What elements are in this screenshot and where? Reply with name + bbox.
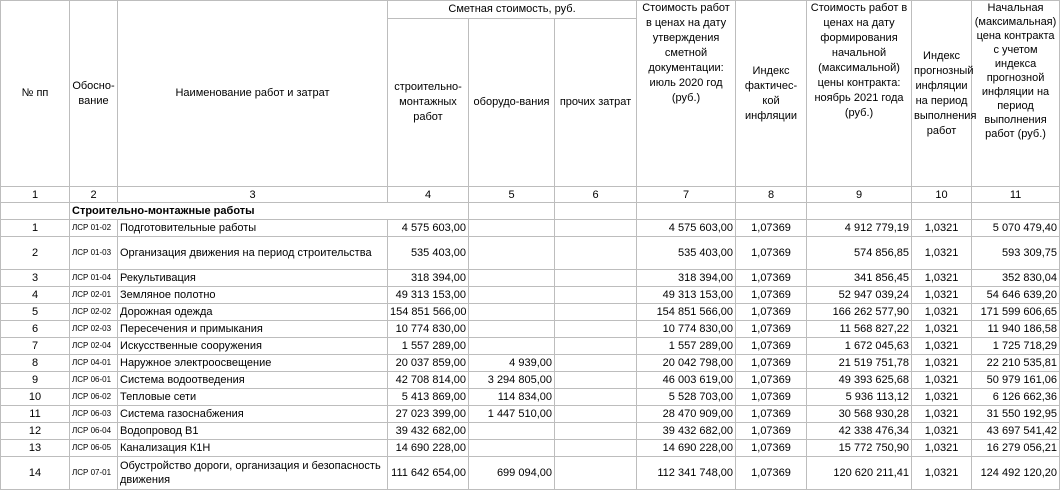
column-number[interactable]: 1 [1, 187, 70, 203]
work-name-cell[interactable]: Канализация К1Н [118, 440, 388, 457]
forecast-index-cell[interactable]: 1,0321 [912, 372, 972, 389]
other-cost-cell[interactable] [555, 304, 637, 321]
row-number-cell[interactable]: 12 [1, 423, 70, 440]
actual-index-cell[interactable]: 1,07369 [736, 321, 807, 338]
basis-code-cell[interactable]: ЛСР 07-01 [70, 457, 118, 490]
other-cost-cell[interactable] [555, 287, 637, 304]
table-row [1, 389, 1060, 406]
work-name-cell[interactable]: Организация движения на период строительства [118, 237, 388, 270]
cost-2020-cell[interactable]: 318 394,00 [637, 270, 736, 287]
table-row [1, 406, 1060, 423]
column-number[interactable]: 6 [555, 187, 637, 203]
work-name-cell[interactable]: Система газоснабжения [118, 406, 388, 423]
basis-code-cell[interactable]: ЛСР 02-02 [70, 304, 118, 321]
initial-price-cell[interactable]: 6 126 662,36 [972, 389, 1060, 406]
forecast-index-cell[interactable]: 1,0321 [912, 321, 972, 338]
cost-2021-cell[interactable]: 166 262 577,90 [807, 304, 912, 321]
other-cost-cell[interactable] [555, 338, 637, 355]
column-number[interactable]: 8 [736, 187, 807, 203]
construction-cost-cell[interactable]: 5 413 869,00 [388, 389, 469, 406]
table-row [1, 237, 1060, 270]
actual-index-cell[interactable]: 1,07369 [736, 440, 807, 457]
empty-cell[interactable] [637, 203, 736, 220]
cost-2021-cell[interactable]: 21 519 751,78 [807, 355, 912, 372]
construction-cost-cell[interactable]: 42 708 814,00 [388, 372, 469, 389]
row-number-cell[interactable]: 2 [1, 237, 70, 270]
header-cost-2020[interactable]: Стоимость работ в ценах на дату утверждения сметной документации: июль 2020 год (руб.) [637, 1, 736, 187]
header-work-name[interactable]: Наименование работ и затрат [118, 1, 388, 187]
other-cost-cell[interactable] [555, 237, 637, 270]
cost-2020-cell[interactable]: 46 003 619,00 [637, 372, 736, 389]
header-forecast-inflation-index[interactable]: Индекс прогнозный инфляции на период выполнения работ [912, 1, 972, 187]
cost-2020-cell[interactable]: 28 470 909,00 [637, 406, 736, 423]
forecast-index-cell[interactable]: 1,0321 [912, 406, 972, 423]
work-name-cell[interactable]: Система водоотведения [118, 372, 388, 389]
empty-cell[interactable] [972, 203, 1060, 220]
column-number[interactable]: 3 [118, 187, 388, 203]
empty-cell[interactable] [555, 203, 637, 220]
row-number-cell[interactable]: 3 [1, 270, 70, 287]
table-row [1, 457, 1060, 490]
actual-index-cell[interactable]: 1,07369 [736, 457, 807, 490]
forecast-index-cell[interactable]: 1,0321 [912, 270, 972, 287]
equipment-cost-cell[interactable] [469, 338, 555, 355]
initial-price-cell[interactable]: 5 070 479,40 [972, 220, 1060, 237]
column-number[interactable]: 9 [807, 187, 912, 203]
table-row [1, 321, 1060, 338]
cost-2021-cell[interactable]: 5 936 113,12 [807, 389, 912, 406]
equipment-cost-cell[interactable] [469, 287, 555, 304]
other-cost-cell[interactable] [555, 423, 637, 440]
equipment-cost-cell[interactable] [469, 304, 555, 321]
initial-price-cell[interactable]: 43 697 541,42 [972, 423, 1060, 440]
cost-2020-cell[interactable]: 112 341 748,00 [637, 457, 736, 490]
construction-cost-cell[interactable]: 318 394,00 [388, 270, 469, 287]
other-cost-cell[interactable] [555, 457, 637, 490]
table-row [1, 372, 1060, 389]
section-title[interactable]: Строительно-монтажные работы [70, 203, 469, 220]
basis-code-cell[interactable]: ЛСР 06-02 [70, 389, 118, 406]
column-number[interactable]: 7 [637, 187, 736, 203]
basis-code-cell[interactable]: ЛСР 01-03 [70, 237, 118, 270]
table-row [1, 355, 1060, 372]
row-number-cell[interactable]: 5 [1, 304, 70, 321]
header-equipment[interactable]: оборудо-вания [469, 19, 555, 187]
row-number-cell[interactable]: 6 [1, 321, 70, 338]
initial-price-cell[interactable]: 31 550 192,95 [972, 406, 1060, 423]
row-number-cell[interactable]: 10 [1, 389, 70, 406]
column-number[interactable]: 2 [70, 187, 118, 203]
other-cost-cell[interactable] [555, 440, 637, 457]
cost-2021-cell[interactable]: 120 620 211,41 [807, 457, 912, 490]
cost-2021-cell[interactable]: 42 338 476,34 [807, 423, 912, 440]
equipment-cost-cell[interactable]: 3 294 805,00 [469, 372, 555, 389]
basis-code-cell[interactable]: ЛСР 02-04 [70, 338, 118, 355]
basis-code-cell[interactable]: ЛСР 06-05 [70, 440, 118, 457]
header-cost-2021[interactable]: Стоимость работ в ценах на дату формирования начальной (максимальной) цены контракта: ноябрь 2021 года (руб.) [807, 1, 912, 187]
other-cost-cell[interactable] [555, 321, 637, 338]
table-row [1, 220, 1060, 237]
cost-2021-cell[interactable]: 4 912 779,19 [807, 220, 912, 237]
forecast-index-cell[interactable]: 1,0321 [912, 423, 972, 440]
basis-code-cell[interactable]: ЛСР 06-04 [70, 423, 118, 440]
cost-2020-cell[interactable]: 14 690 228,00 [637, 440, 736, 457]
construction-cost-cell[interactable]: 4 575 603,00 [388, 220, 469, 237]
initial-price-cell[interactable]: 11 940 186,58 [972, 321, 1060, 338]
cost-2020-cell[interactable]: 49 313 153,00 [637, 287, 736, 304]
forecast-index-cell[interactable]: 1,0321 [912, 220, 972, 237]
table-row [1, 423, 1060, 440]
empty-cell[interactable] [736, 203, 807, 220]
forecast-index-cell[interactable]: 1,0321 [912, 237, 972, 270]
empty-cell[interactable] [1, 203, 70, 220]
actual-index-cell[interactable]: 1,07369 [736, 389, 807, 406]
forecast-index-cell[interactable]: 1,0321 [912, 389, 972, 406]
equipment-cost-cell[interactable] [469, 220, 555, 237]
equipment-cost-cell[interactable]: 4 939,00 [469, 355, 555, 372]
initial-price-cell[interactable]: 1 725 718,29 [972, 338, 1060, 355]
row-number-cell[interactable]: 8 [1, 355, 70, 372]
equipment-cost-cell[interactable] [469, 440, 555, 457]
construction-cost-cell[interactable]: 49 313 153,00 [388, 287, 469, 304]
actual-index-cell[interactable]: 1,07369 [736, 237, 807, 270]
construction-cost-cell[interactable]: 111 642 654,00 [388, 457, 469, 490]
construction-cost-cell[interactable]: 39 432 682,00 [388, 423, 469, 440]
equipment-cost-cell[interactable] [469, 423, 555, 440]
row-number-cell[interactable]: 1 [1, 220, 70, 237]
actual-index-cell[interactable]: 1,07369 [736, 287, 807, 304]
work-name-cell[interactable]: Тепловые сети [118, 389, 388, 406]
header-construction-works[interactable]: строительно-монтажных работ [388, 19, 469, 187]
basis-code-cell[interactable]: ЛСР 04-01 [70, 355, 118, 372]
column-number[interactable]: 4 [388, 187, 469, 203]
cost-2020-cell[interactable]: 1 557 289,00 [637, 338, 736, 355]
column-number[interactable]: 11 [972, 187, 1060, 203]
row-number-cell[interactable]: 7 [1, 338, 70, 355]
cost-2020-cell[interactable]: 4 575 603,00 [637, 220, 736, 237]
basis-code-cell[interactable]: ЛСР 02-01 [70, 287, 118, 304]
cost-2020-cell[interactable]: 5 528 703,00 [637, 389, 736, 406]
header-initial-max-price[interactable]: Начальная (максимальная) цена контракта с учетом индекса прогнозной инфляции на период выполнения работ (руб.) [972, 1, 1060, 187]
row-number-cell[interactable]: 9 [1, 372, 70, 389]
initial-price-cell[interactable]: 171 599 606,65 [972, 304, 1060, 321]
construction-cost-cell[interactable]: 535 403,00 [388, 237, 469, 270]
cost-2021-cell[interactable]: 49 393 625,68 [807, 372, 912, 389]
basis-code-cell[interactable]: ЛСР 06-03 [70, 406, 118, 423]
column-number-row [1, 187, 1060, 203]
construction-cost-cell[interactable]: 27 023 399,00 [388, 406, 469, 423]
other-cost-cell[interactable] [555, 389, 637, 406]
initial-price-cell[interactable]: 16 279 056,21 [972, 440, 1060, 457]
other-cost-cell[interactable] [555, 355, 637, 372]
work-name-cell[interactable]: Земляное полотно [118, 287, 388, 304]
cost-2021-cell[interactable]: 1 672 045,63 [807, 338, 912, 355]
work-name-cell[interactable]: Искусственные сооружения [118, 338, 388, 355]
header-basis[interactable]: Обосно-вание [70, 1, 118, 187]
table-row [1, 287, 1060, 304]
column-number[interactable]: 5 [469, 187, 555, 203]
initial-price-cell[interactable]: 124 492 120,20 [972, 457, 1060, 490]
row-number-cell[interactable]: 13 [1, 440, 70, 457]
work-name-cell[interactable]: Дорожная одежда [118, 304, 388, 321]
header-estimated-cost-group[interactable]: Сметная стоимость, руб. [388, 1, 637, 19]
actual-index-cell[interactable]: 1,07369 [736, 220, 807, 237]
work-name-cell[interactable]: Водопровод В1 [118, 423, 388, 440]
cost-2020-cell[interactable]: 154 851 566,00 [637, 304, 736, 321]
other-cost-cell[interactable] [555, 220, 637, 237]
forecast-index-cell[interactable]: 1,0321 [912, 440, 972, 457]
other-cost-cell[interactable] [555, 372, 637, 389]
actual-index-cell[interactable]: 1,07369 [736, 423, 807, 440]
initial-price-cell[interactable]: 50 979 161,06 [972, 372, 1060, 389]
cost-2020-cell[interactable]: 20 042 798,00 [637, 355, 736, 372]
row-number-cell[interactable]: 4 [1, 287, 70, 304]
table-row [1, 304, 1060, 321]
initial-price-cell[interactable]: 593 309,75 [972, 237, 1060, 270]
initial-price-cell[interactable]: 352 830,04 [972, 270, 1060, 287]
row-number-cell[interactable]: 11 [1, 406, 70, 423]
equipment-cost-cell[interactable]: 1 447 510,00 [469, 406, 555, 423]
initial-price-cell[interactable]: 54 646 639,20 [972, 287, 1060, 304]
equipment-cost-cell[interactable] [469, 321, 555, 338]
table-row [1, 270, 1060, 287]
forecast-index-cell[interactable]: 1,0321 [912, 457, 972, 490]
actual-index-cell[interactable]: 1,07369 [736, 270, 807, 287]
construction-cost-cell[interactable]: 1 557 289,00 [388, 338, 469, 355]
empty-cell[interactable] [807, 203, 912, 220]
cost-2021-cell[interactable]: 574 856,85 [807, 237, 912, 270]
equipment-cost-cell[interactable] [469, 237, 555, 270]
other-cost-cell[interactable] [555, 406, 637, 423]
forecast-index-cell[interactable]: 1,0321 [912, 287, 972, 304]
cost-2021-cell[interactable]: 52 947 039,24 [807, 287, 912, 304]
construction-cost-cell[interactable]: 154 851 566,00 [388, 304, 469, 321]
header-actual-inflation-index[interactable]: Индекс фактичес-кой инфляции [736, 1, 807, 187]
actual-index-cell[interactable]: 1,07369 [736, 355, 807, 372]
basis-code-cell[interactable]: ЛСР 06-01 [70, 372, 118, 389]
forecast-index-cell[interactable]: 1,0321 [912, 304, 972, 321]
basis-code-cell[interactable]: ЛСР 01-02 [70, 220, 118, 237]
actual-index-cell[interactable]: 1,07369 [736, 304, 807, 321]
cost-2021-cell[interactable]: 15 772 750,90 [807, 440, 912, 457]
cost-2020-cell[interactable]: 10 774 830,00 [637, 321, 736, 338]
empty-cell[interactable] [469, 203, 555, 220]
cost-2021-cell[interactable]: 30 568 930,28 [807, 406, 912, 423]
equipment-cost-cell[interactable] [469, 270, 555, 287]
forecast-index-cell[interactable]: 1,0321 [912, 355, 972, 372]
column-number[interactable]: 10 [912, 187, 972, 203]
actual-index-cell[interactable]: 1,07369 [736, 372, 807, 389]
actual-index-cell[interactable]: 1,07369 [736, 406, 807, 423]
construction-cost-cell[interactable]: 10 774 830,00 [388, 321, 469, 338]
section-header-row [1, 203, 1060, 220]
basis-code-cell[interactable]: ЛСР 01-04 [70, 270, 118, 287]
other-cost-cell[interactable] [555, 270, 637, 287]
work-name-cell[interactable]: Обустройство дороги, организация и безопасность движения [118, 457, 388, 490]
header-other-costs[interactable]: прочих затрат [555, 19, 637, 187]
empty-cell[interactable] [912, 203, 972, 220]
construction-cost-cell[interactable]: 14 690 228,00 [388, 440, 469, 457]
header-row-number[interactable]: № пп [1, 1, 70, 187]
work-name-cell[interactable]: Пересечения и примыкания [118, 321, 388, 338]
table-row [1, 440, 1060, 457]
initial-price-cell[interactable]: 22 210 535,81 [972, 355, 1060, 372]
work-name-cell[interactable]: Рекультивация [118, 270, 388, 287]
forecast-index-cell[interactable]: 1,0321 [912, 338, 972, 355]
cost-2021-cell[interactable]: 11 568 827,22 [807, 321, 912, 338]
basis-code-cell[interactable]: ЛСР 02-03 [70, 321, 118, 338]
equipment-cost-cell[interactable]: 699 094,00 [469, 457, 555, 490]
cost-2020-cell[interactable]: 39 432 682,00 [637, 423, 736, 440]
equipment-cost-cell[interactable]: 114 834,00 [469, 389, 555, 406]
cost-2021-cell[interactable]: 341 856,45 [807, 270, 912, 287]
row-number-cell[interactable]: 14 [1, 457, 70, 490]
cost-2020-cell[interactable]: 535 403,00 [637, 237, 736, 270]
actual-index-cell[interactable]: 1,07369 [736, 338, 807, 355]
construction-cost-cell[interactable]: 20 037 859,00 [388, 355, 469, 372]
table-row [1, 338, 1060, 355]
work-name-cell[interactable]: Подготовительные работы [118, 220, 388, 237]
work-name-cell[interactable]: Наружное электроосвещение [118, 355, 388, 372]
